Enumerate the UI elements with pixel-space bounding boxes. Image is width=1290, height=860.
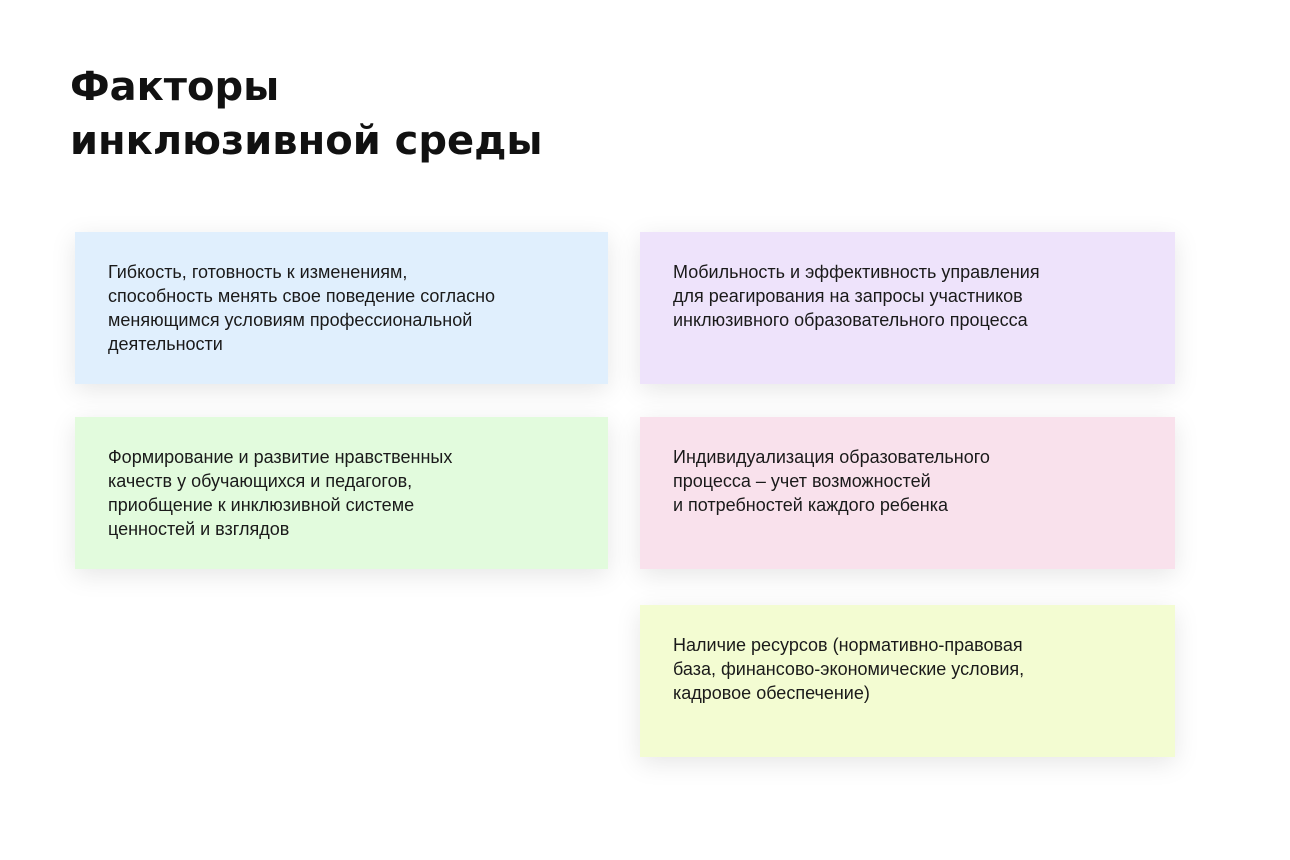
factor-card-text-line: Гибкость, готовность к изменениям, — [108, 262, 408, 282]
factor-card-text-line: инклюзивного образовательного процесса — [673, 310, 1028, 330]
factor-card-text-line: база, финансово-экономические условия, — [673, 659, 1025, 679]
factor-card-text-line: Мобильность и эффективность управления — [673, 262, 1040, 282]
factor-card-individualization — [640, 417, 1175, 569]
factor-card-flexibility — [75, 232, 608, 384]
factor-card-text-line: и потребностей каждого ребенка — [673, 495, 949, 515]
factor-card-text-line: процесса – учет возможностей — [673, 471, 931, 491]
factor-card-text-line: меняющимся условиям профессиональной — [108, 310, 473, 330]
factor-card-management — [640, 232, 1175, 384]
page-title-line: Факторы — [70, 64, 280, 110]
page-title-line: инклюзивной среды — [70, 118, 543, 164]
page-title — [70, 60, 543, 168]
factor-card-text-line: ценностей и взглядов — [108, 519, 290, 539]
factor-card-resources — [640, 605, 1175, 757]
factor-card-text-line: Наличие ресурсов (нормативно-правовая — [673, 635, 1023, 655]
factor-card-text-line: для реагирования на запросы участников — [673, 286, 1023, 306]
factor-card-text-line: кадровое обеспечение) — [673, 683, 870, 703]
factor-card-text-line: Индивидуализация образовательного — [673, 447, 990, 467]
factor-card-text-line: деятельности — [108, 334, 223, 354]
factor-card-text-line: Формирование и развитие нравственных — [108, 447, 453, 467]
factor-card-text-line: способность менять свое поведение согласно — [108, 286, 496, 306]
factor-card-text-line: качеств у обучающихся и педагогов, — [108, 471, 413, 491]
factor-card-moral-qualities — [75, 417, 608, 569]
factor-card-text-line: приобщение к инклюзивной системе — [108, 495, 415, 515]
